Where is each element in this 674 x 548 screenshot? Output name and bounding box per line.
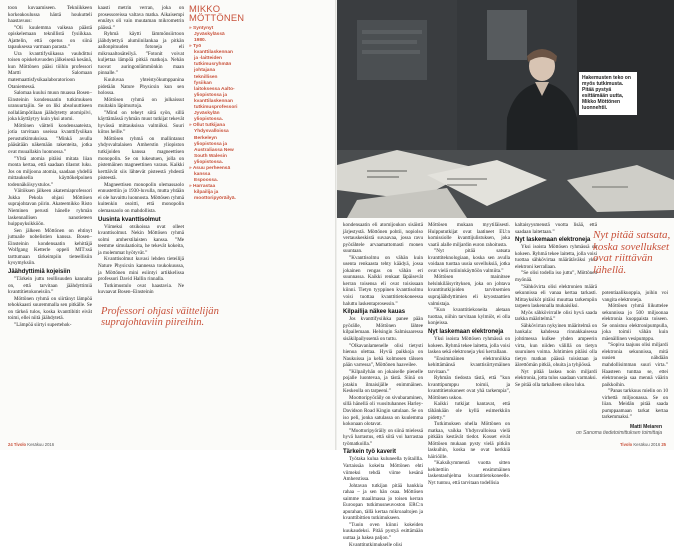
paragraph: Möttönen ryhmä on siirtänyt lämpöä tehokkaasti suuremmalla sen pitkälle. Se on tärkeä tulos, koska kvanttibitit eivät toimi, ellei niitä jäähdytetä. bbox=[8, 295, 92, 322]
paragraph: Kuuluvaa yhteistyökumppanina pidetään Nature Physicsin kun sen holossa. bbox=[98, 77, 184, 97]
paragraph: Moottoripyöräily on sivubaraminen, sillä hänellä oli vuosituhannes Harley-Davidson Road Kingin satulaan. Se on iso peli, jonka satulassa on kuulemma kokonaan olotavat. bbox=[343, 394, 423, 428]
paragraph: ”Moottoripyöräily on siinä mielessä hyvä harrastus, että siitä voi harrastaa työmatkoilla.” bbox=[343, 427, 423, 447]
issue-date-right: Kesäkuu 2016 bbox=[633, 442, 661, 447]
paragraph: Nyt pitää laskea noin miljardi elektronia, jotta tulos saadaan varmaksi. Se pitää olla tarkalleen oikea luku. bbox=[515, 368, 597, 388]
left-page bbox=[0, 0, 336, 450]
paragraph: toon kuvaamiseen. Tekniikkeen korkeakoulussa häntä houkutteli haastavuus: bbox=[8, 5, 92, 25]
page-footer-left bbox=[8, 442, 54, 447]
paragraph: Työtaka kulua kuluneella työtaillla. Vartaissäa kokeita Möttönen ehti viimeksi tehdä viime kesänä Amherstissa. bbox=[343, 456, 423, 483]
article-column-6 bbox=[515, 222, 597, 437]
article-column-2 bbox=[98, 5, 184, 305]
page-footer-right bbox=[620, 442, 666, 447]
author-signature bbox=[576, 424, 662, 436]
subheading: Jäähdyttimiä kojeisiin bbox=[8, 268, 71, 275]
paragraph: kondensaatin eli atomijoukon sisäistä järjestystä. Möttönen pohtii, nopiolso vertauskeskistä suvaavaa, jossa ravu pyörähtele arvaamattomasti monen suuntaan. bbox=[343, 222, 423, 255]
profile-fact: » Harrastaa kilpailija ja moottoripyöräilyä. bbox=[189, 184, 236, 202]
paragraph: kaasti metrin verran, joka on prosessoreissa valtava matka. Aikaisempi ennätys oli vain muutaman mikrometrin päässä.” bbox=[98, 5, 184, 31]
magazine-name: Tivolo bbox=[13, 442, 27, 447]
issue-date: Kesäkuu 2016 bbox=[27, 442, 55, 447]
paragraph: ”Panas tarkkuus mielin on 10 virhettä miljoonassa. Se on liian. Meidän pitää saada pumppaamaan tarkat kertaa tarkemmaksi.” bbox=[602, 388, 668, 421]
paragraph: Myös sähkövirralle olisi hyvä saada tarkka määritelmä.” bbox=[515, 309, 597, 323]
paragraph: ”Tärkein juttu teollisuuden kannalta on, että tarvitaan jäähdyttimiä kvanttitietokoneisiin.” bbox=[8, 276, 92, 296]
paragraph: ”Lämpöä siirtyi supertehok- bbox=[14, 321, 72, 328]
paragraph: Yksi isoista Möttösen ryhmässä on kokeen. Ryhmä tekee laitetta, jolla voisi laskea sekä elektroneja yksi kerrallaan. bbox=[428, 335, 510, 356]
profile-fact: » Syntynyt Jyväskylässä 1980. bbox=[189, 25, 225, 43]
article-column-3 bbox=[240, 5, 328, 435]
paragraph: Möttösen mainitsee helsinkiläisyrityksen, joka on johtava kvanttitutkijoiden tarvitsemien suprajäähdyttimien eli kryostaattien valmistaja. bbox=[428, 274, 510, 307]
paragraph: ”Tuoin oven kiinni kokeiden kuukaudeksi. Pitää pystyä esittämään uuttaa ja hakea paljon.” bbox=[343, 521, 423, 542]
paragraph: ”Oli kuulemma vaikeaa päästä opiskelemaan teknillistä fysiikkaa. Ajattelin, että opetus on siinä tapauksessa varmaan parasta.” bbox=[8, 24, 92, 51]
paragraph: ”Olkavanlamenelle olisi tietysti hienoa olettaa. Hyviä paikkoja on Naukuissa ja kehä kolmosen tälssen pään varressa”, Möttönen haaveilee. bbox=[343, 342, 423, 369]
subheading: Nyt laskemaan elektroneja bbox=[428, 328, 504, 335]
paragraph: ”Ensimmäinen elektroniikka kehittämänsä kvanttisiirtymäinen tarvitaan.” bbox=[428, 355, 510, 375]
paragraph: ”Se olisi todella iso juttu”, Möttönen myönää. bbox=[515, 270, 597, 284]
paragraph: Magneettisen monopolin olemassaolo ennustettiin jo 1930-luvulla, mutta yhtään ei ole havaittu luonnosta. Möttösen ryhmä kuitenkin osoitti, että monopolin olemassaolo on mahdollista. bbox=[98, 181, 185, 214]
paragraph: ”Kvanttisolmu on vähän kuin usenta renkaasta tehty käädyä, jossa jokainen rengas on vähän eri suunnassa. Kaikki renkaat läpäisevät kerran toisensa eli ovat toisissaan kiinni. Tietyn tyyppinen kvanttisolmu voisi tuottaa kvanttitietokoneessa haluttu laskentaprosessin.” bbox=[343, 254, 423, 307]
page-number: 24 bbox=[8, 442, 13, 447]
profile-sidebar bbox=[189, 3, 245, 203]
paragraph: ”Mind on teheyt siitä syön, sillä käyttämässä ryhmän muut tutkijat tekevät hyvässä mittauksissa valmiiksi. Suuri kiitos heille.” bbox=[98, 109, 184, 136]
paragraph: ”Kilpailyhän on jokaiselle pienelle pojalle luontevaa, ja tästä. Siinä on jotakin ilmaisijälle enimmäinen. Keskeolla on tarpeeni.” bbox=[343, 368, 423, 395]
article-column-5 bbox=[428, 222, 510, 486]
paragraph: Möttösen ryhmä on mallintanut yhdysvaltalaisen Amherstin yliopiston tutkijoiden kanssa magneettisen monopolin. Se on lukeutuen, jolla on pistemäinen magneettinen varaus. Kaikki kerttäivät siis lähtevät pisteestä yhdestä pisteestä. bbox=[98, 135, 184, 182]
paragraph: ”Kaksikymmentä vuotta sitten kehitettiin ensimmäinen laskentaohjelma kvanttitietokoneelle. Nyt tuntuu, että tarvitaan todellisia bbox=[428, 460, 510, 486]
subheading: Kilpailija näkee kauas bbox=[343, 309, 406, 316]
paragraph: Ura kvanttifysiikassa vauhdittui toisen opiskeluvuoden jälkeisenä kesänä, kun Möttönen pääsi töihin professori Martti Salomaan matemaattisfysikaalaboratorioon Otaniemessä. bbox=[8, 50, 92, 90]
paragraph: Viimeksi otsikoissa ovat olleet kvanttisolmut. Nekin Möttösen ryhmä solmi amherstilaisten kanssa. ”Me teemme simulaatioita, he tekevät kokeita, ja molemmat hyötyvät.” bbox=[98, 223, 184, 256]
profile-facts bbox=[189, 25, 238, 203]
author-name: Matti Meiaren bbox=[630, 424, 662, 430]
paragraph: Kvanttisolmut kuvasi lehden tieteilijä Nature Physicsin kannessa toukokuussa, ja Möttönen mini esiintyi artikkelissa professori David Hallin rinnalla. bbox=[98, 256, 184, 283]
article-column-4 bbox=[343, 222, 423, 548]
paragraph: Möttösen mukaan myytiläisesti. Huippututkijat ovat laatineet EU:n komissiolle kvanttijulistuksen, joka vaatii alalle miljardin euron rahoitusta. bbox=[428, 222, 510, 248]
article-column-1 bbox=[8, 5, 92, 435]
headline-quote: Nyt pitää satsata, koska sovellukset ovat riittävän lähellä. bbox=[593, 229, 671, 276]
paragraph: ”Yhtä atomia pitäisi mitata liian monta kertaa, että saadaan tilastot luku. Jos on miljoona atomia, saadaan yhdellä mittauksella käyttökelpoinen todennäköisyystulos.” bbox=[8, 155, 92, 188]
paragraph: ”Kun kvanttitiekoneita aletaan tuottaa, niihin tarvitaan kylmiöt, ei olla konjeissa. bbox=[428, 307, 510, 327]
paragraph: Yksi isoista Möttösen ryhmässä on kokeen. Ryhmä tekee laitetta, jolla voisi tuottaa sähkövirtaa määrätäväksi yksi elektroni kerrallaan. bbox=[515, 244, 597, 270]
paragraph: potentiaalikuoppia, joihin voi vangita elektroneja. bbox=[602, 290, 668, 303]
profile-fact: » Ollut tutkijana Yhdysvalloissa Berkeleyn yliopistossa ja Australiassa New South Walesin yliopistossa. bbox=[189, 123, 234, 165]
paragraph: Salomaa kuului muun muassa Bosen–Einsteinin kondensaatin tutkimuksen uranuurtajiin. Se on liki absoluuttiseen nollalämpötilaan jäähdytetty atomipilvi, joka käyttäytyy kuin yksi atomi. bbox=[8, 90, 92, 123]
paragraph: Ryhmä käytti lämmönsiirtoon jäähdytettyä alumiinilankaa ja pitkän aallonpituuden fotoneja eli mikroaaltosäteilyä. ”Fotonit voivat kuljettaa lämpöä pitkiä matkoja. Nehän tuovat auringonlämmönkin maan pinnalle.” bbox=[98, 31, 184, 77]
paragraph: Tutkimustulo ovat haastavia. Ne kuvaavat Bosen–Einsteinin bbox=[98, 282, 184, 296]
paragraph: Jos kvanttifysiikka panee pään pyörälle, Möttönen lähtee kilpailemaan. Helsingin Salmisaaressa sisäkilpailyssemä on tuttu. bbox=[343, 316, 423, 342]
paragraph: Kaikki tutkijat kantavat, että tähänkään ole kyllä esimerkkiin pidetty.” bbox=[428, 401, 510, 421]
paragraph: ”Sopiva taajuus olisi miljardi elektronia sekunnissa, mitä uusien nähdään mahdollisimman suuri virta.” Haasteen tunttaa se, ettei elektronoeja saa mennä väärin paikkoihin. bbox=[602, 342, 668, 388]
author-role: on Sanoma tiedetoimittuksen toimittaja bbox=[576, 430, 662, 436]
subheading: Nyt laskemaan elektroneja bbox=[515, 237, 591, 244]
article-column-7 bbox=[602, 290, 668, 421]
paragraph: Tutkimuksen ohella Möttönen on matkaa, vaikka Yhdysvalloissa vielä pitkään kestävät tiedot. Kosset eivät Möttösen mukaan pysty vielä pitkiin laskuihin, koska ne ovat herkkiä häiriöille. bbox=[428, 421, 510, 460]
profile-name: MIKKO MÖTTÖNEN bbox=[189, 3, 245, 24]
subheading: Tärkein työ kaverit bbox=[343, 449, 397, 456]
page-number-right: 25 bbox=[661, 442, 666, 447]
profile-fact: » Asuu perheensä kanssa Espoossa. bbox=[189, 165, 231, 184]
right-page bbox=[337, 0, 674, 548]
paragraph: ”Nyt pitää satsata kvanttiteknologiaan, koska sen avulla voidaan tuottaa uusia sovelluksiä, jotka ovat vielä rutiininkäyttöön valmiita.” bbox=[428, 248, 510, 274]
paragraph: Möttösen ryhmä on julkaissut muitakin läpimurtoja. bbox=[98, 96, 184, 110]
paragraph: Möttönen väitteli kondensaateista, jotia tarvitaan useissa kvanttifysiikan perustutkimuksissa. ”Minkä avulla pääsätään näkemään rakenteita, jotka ovat muuallakin luonnossa.” bbox=[8, 122, 92, 156]
photo-caption: Hakemusten teko on myös tutkimusta. Pitää pystyä esittämään uutta, Mikko Möttönen luonnehtii. bbox=[579, 72, 637, 115]
paragraph: ”Sähkövirta olisi elektronien määrä sekunnissa eli vanaa kertaa tarkasti. Mittayksiköt pitäisi muuttaa tarkempiin tarpeen laskennalla mukaisiksi. bbox=[515, 283, 597, 310]
paragraph: Kvanttitutkimukselle olisi bbox=[349, 541, 403, 548]
paragraph: Möttösen ryhmä liikuttelee sekunnissa jo 500 miljoonaa elektronia kuoppaista toiseen. Se onnistuu elektronipumpulla, joka toimii vähän kuin mäenällinen vesipumppu. bbox=[602, 303, 668, 342]
paragraph: Ryhmän tiedosta tästä, että ”kun kvanttipumppu toimii, ja kvanttitietokoneet ovat yhä tarkempia”, Möttönen uskoo. bbox=[428, 375, 510, 401]
subheading: Uusinta kvanttisolmut bbox=[98, 216, 161, 223]
paragraph: Sen jälkeen Möttönen on ehtinyt juttuaile nobelistien kanssa. Bosen–Einsteinin kondensaatin kehittäjä Wolfgang Ketterle oppeli MIT:ssä tarttumaan tärkeimpiin tieteellisiin kysymyksiin. bbox=[8, 227, 92, 267]
paragraph: Johtavan tutkijan pitää hankkia rahaa – ja sen hän osaa. Möttösen saimme maailmassa jo toisen kerran Euroopan tutkimusneuvoston ERC:n apurahan, tällä kertaa mikroaaltojen ja kvanttibittien tutkimukseen. bbox=[343, 482, 423, 522]
magazine-name-right: Tivolo bbox=[619, 442, 633, 447]
paragraph: Väitöksen jälkeen akatemiaprofessori Jukka Pekola ohjasi Möttösen suprajohtavan piirin. Akateemikko Risto Nieminen perusti hänelle ryhmän laskennallisen nanotieteen huippuyksikköön. bbox=[8, 188, 92, 228]
paragraph: kaltaisyysmenstä vuotta lisää, että saadaan laitettaan.” bbox=[515, 222, 597, 235]
paragraph: Sähkövirran nykyinen määritelmä on hankala: kahdessa rinnakkaisessa johtimessa kulkee yhden ampeerin virta, kun niiden välillä on tietyn suuruinen voima. Johtimien pitäisi olla tietyn matkan päässä toisistaan ja äärettömän pitkiä, ohuita ja tyhjiössä. bbox=[515, 322, 597, 369]
portrait-photo bbox=[337, 0, 674, 218]
profile-fact: » Työ kvanttilaskennan ja -laitteiden tutkimusryhmän johtajana teknillisen fysiikan laitoksessa Aalto-yliopistossa ja kvanttilaskennan tutkimusprofessori Jyväskylän yliopistossa. bbox=[189, 44, 238, 123]
pull-quote: Professori ohjasi väittelijän suprajohtaviin piireihin. bbox=[101, 306, 219, 329]
